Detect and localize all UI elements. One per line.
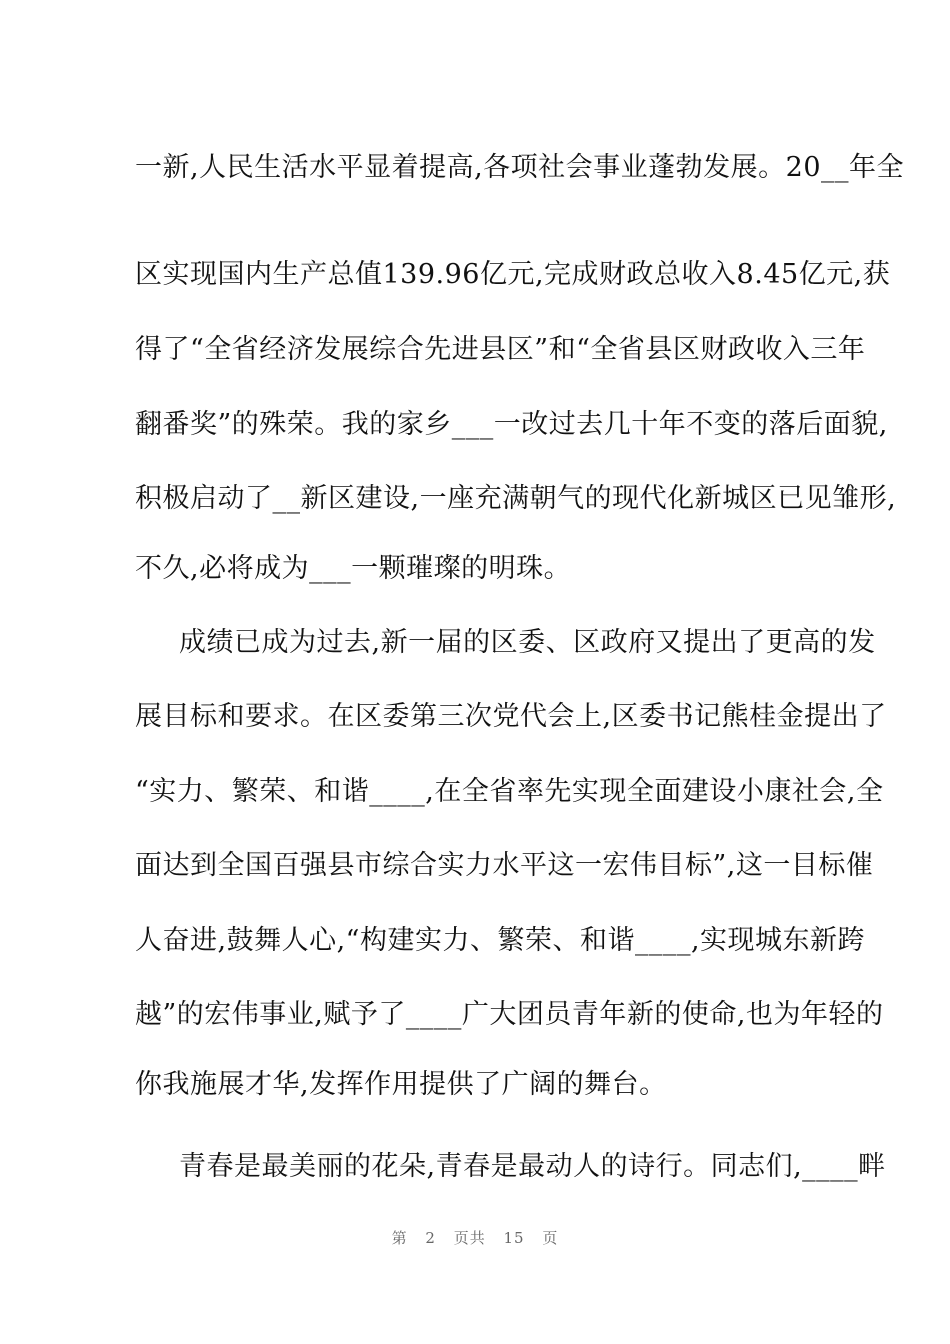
text-line: 一新,人民生活水平显着提高,各项社会事业蓬勃发展。20__年全 bbox=[135, 152, 905, 183]
text-line: 积极启动了__新区建设,一座充满朝气的现代化新城区已见雏形, bbox=[135, 483, 897, 514]
footer-prefix: 第 bbox=[391, 1229, 408, 1247]
footer-page-number: 2 bbox=[425, 1229, 436, 1247]
text-line: 展目标和要求。在区委第三次党代会上,区委书记熊桂金提出了 bbox=[135, 701, 887, 732]
footer-middle: 页共 bbox=[453, 1229, 486, 1247]
text-line: 你我施展才华,发挥作用提供了广阔的舞台。 bbox=[135, 1069, 667, 1100]
footer-suffix: 页 bbox=[542, 1229, 559, 1247]
text-line: 不久,必将成为___一颗璀璨的明珠。 bbox=[135, 553, 572, 584]
text-line: 区实现国内生产总值139.96亿元,完成财政总收入8.45亿元,获 bbox=[135, 259, 891, 290]
text-line: “实力、繁荣、和谐____,在全省率先实现全面建设小康社会,全 bbox=[135, 776, 884, 807]
text-line: 成绩已成为过去,新一届的区委、区政府又提出了更高的发 bbox=[179, 627, 876, 658]
text-line: 越”的宏伟事业,赋予了____广大团员青年新的使命,也为年轻的 bbox=[135, 999, 884, 1030]
page-footer bbox=[0, 1227, 950, 1248]
text-line: 得了“全省经济发展综合先进县区”和“全省县区财政收入三年 bbox=[135, 334, 866, 365]
text-line: 面达到全国百强县市综合实力水平这一宏伟目标”,这一目标催 bbox=[135, 850, 874, 881]
text-line: 青春是最美丽的花朵,青春是最动人的诗行。同志们,____畔 bbox=[179, 1151, 886, 1182]
text-line: 人奋进,鼓舞人心,“构建实力、繁荣、和谐____,实现城东新跨 bbox=[135, 925, 866, 956]
footer-total-pages: 15 bbox=[503, 1229, 525, 1247]
text-line: 翻番奖”的殊荣。我的家乡___一改过去几十年不变的落后面貌, bbox=[135, 409, 888, 440]
